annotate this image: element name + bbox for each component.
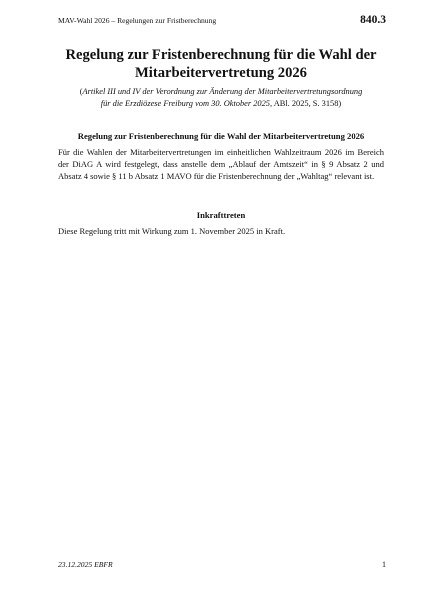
subtitle-open-paren: ( (79, 87, 83, 96)
subtitle-line-1: Artikel III und IV der Verordnung zur Änderung der Mitarbeitervertretungsordnung (82, 87, 363, 96)
document-title (58, 46, 384, 82)
section-number: 840.3 (360, 14, 386, 26)
page-footer (58, 560, 386, 572)
section-heading-fristenberechnung: Regelung zur Fristenberechnung für die Wahl der Mitarbeitervertretung 2026 (77, 131, 365, 141)
title-line-2: Mitarbeitervertretung 2026 (135, 65, 307, 81)
page-number: 1 (382, 560, 386, 569)
document-subtitle (58, 86, 384, 109)
section-paragraph-inkrafttreten: Diese Regelung tritt mit Wirkung zum 1. November 2025 in Kraft. (58, 226, 286, 236)
section-paragraph-fristenberechnung: Für die Wahlen der Mitarbeitervertretungen im einheitlichen Wahlzeitraum 2026 im Bereich der DiAG A wird festgelegt, dass anstelle dem „Ablauf der Amtszeit“ in § 9 Absatz 2 und Absatz 4 sowie § 11 b Absatz 1 MAVO für die Fristenberechnung der „Wahltag“ relevant ist. (58, 147, 384, 181)
subtitle-line-2: für die Erzdiözese Freiburg vom 30. Oktober 2025, (100, 98, 273, 108)
page-header (58, 14, 386, 30)
running-title: MAV-Wahl 2026 – Regelungen zur Fristberechnung (58, 16, 217, 25)
title-line-1: Regelung zur Fristenberechnung für die Wahl der (65, 47, 377, 63)
section-heading-inkrafttreten: Inkrafttreten (196, 210, 246, 220)
subtitle-citation: ABl. 2025, S. 3158) (272, 98, 342, 108)
footer-date-source: 23.12.2025 EBFR (58, 560, 113, 569)
